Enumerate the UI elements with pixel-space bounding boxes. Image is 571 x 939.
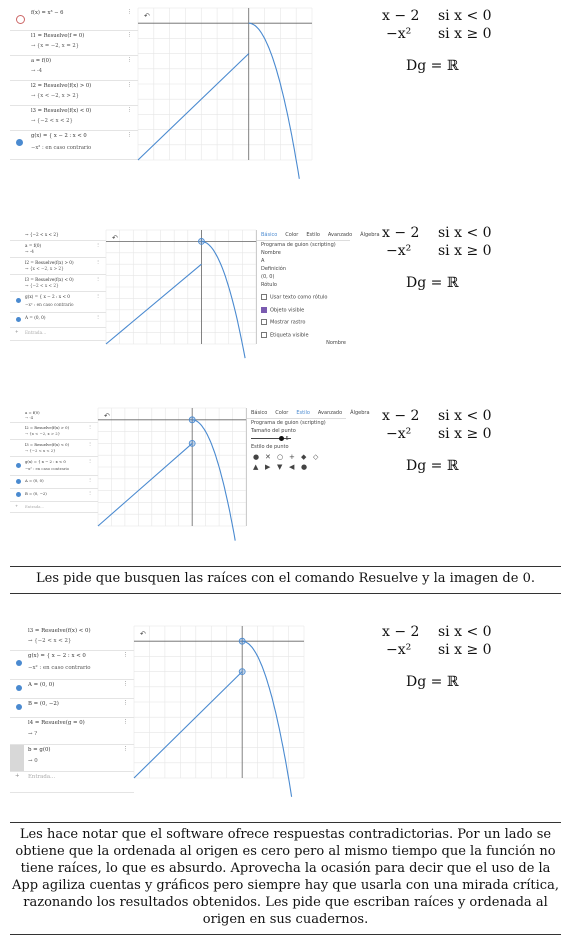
algebra-entry[interactable]: l3 = Resuelve(f(x) < 0) (31, 108, 92, 114)
properties-tabs (247, 408, 370, 419)
algebra-view (10, 230, 107, 344)
algebra-row[interactable] (10, 328, 106, 341)
row-menu-icon[interactable]: ⋮ (88, 424, 92, 429)
geogebra-screenshot-2 (10, 230, 380, 346)
algebra-result: → {x < −2, x > 2} (31, 93, 79, 99)
algebra-row[interactable] (10, 489, 98, 502)
case1-expr: x − 2 (382, 624, 420, 640)
case1-cond: si x < 0 (438, 225, 492, 241)
properties-tab[interactable]: Avanzado (317, 410, 343, 416)
checkbox-label: Etiqueta visible (270, 332, 309, 338)
row-menu-icon[interactable]: ⋮ (88, 490, 92, 495)
algebra-view (10, 408, 99, 526)
row-menu-icon[interactable]: ⋮ (122, 652, 128, 658)
undo-icon: ↶ (112, 234, 118, 242)
algebra-result: → ? (28, 731, 38, 737)
visibility-toggle-icon[interactable] (16, 139, 23, 146)
algebra-entry[interactable]: A = (0, 0) (28, 682, 55, 688)
point-style-option[interactable]: ◆ (301, 453, 307, 461)
algebra-entry[interactable]: l4 = Resuelve(g = 0) (28, 720, 85, 726)
point-style-option[interactable]: ✕ (265, 453, 271, 461)
algebra-row[interactable] (10, 230, 106, 241)
line-branch (98, 443, 192, 526)
domain-statement: Dg = ℝ (406, 275, 459, 291)
case1-cond: si x < 0 (438, 624, 492, 640)
piecewise-definition-2 (382, 225, 552, 305)
domain-statement: Dg = ℝ (406, 458, 459, 474)
algebra-result: → -4 (31, 68, 43, 74)
algebra-result: → {x < −2, x > 2} (25, 266, 64, 271)
algebra-view (10, 8, 139, 160)
algebra-row[interactable] (10, 258, 106, 275)
geogebra-screenshot-3 (10, 408, 370, 526)
line-branch (106, 264, 201, 344)
case2-expr: −x² (386, 243, 412, 259)
rule-bottom-1 (10, 593, 561, 594)
undo-icon: ↶ (144, 12, 150, 20)
algebra-entry[interactable]: l2 = Resuelve(f(x) > 0) (25, 425, 70, 430)
graphics-view (106, 230, 256, 344)
function-graph (98, 408, 246, 526)
algebra-row[interactable] (10, 292, 106, 313)
properties-tab[interactable]: Estilo (306, 232, 320, 238)
case1-cond: si x < 0 (438, 8, 492, 24)
parabola-branch (249, 23, 300, 179)
row-menu-icon[interactable]: ⋮ (126, 57, 132, 63)
algebra-result: → -4 (25, 249, 34, 254)
parabola-branch (242, 641, 291, 797)
visibility-toggle-icon[interactable] (16, 463, 21, 468)
algebra-row[interactable] (10, 423, 98, 440)
algebra-result: −x² : en caso contrario (28, 665, 91, 671)
property-text: Rótulo (261, 282, 277, 288)
algebra-row[interactable] (10, 457, 98, 476)
rule-top-2 (10, 822, 561, 823)
algebra-row[interactable] (10, 8, 138, 31)
visibility-toggle-icon[interactable] (16, 704, 22, 710)
row-menu-icon[interactable]: ⋮ (88, 477, 92, 482)
algebra-result: → {−2 < x < 2} (25, 283, 59, 288)
properties-tab[interactable]: Álgebra (360, 232, 380, 238)
algebra-row[interactable] (10, 680, 134, 699)
visibility-toggle-icon[interactable] (16, 15, 25, 24)
property-text: Tamaño del punto (251, 428, 296, 434)
case2-cond: si x ≥ 0 (438, 243, 492, 259)
algebra-entry[interactable]: a = f(0) (31, 58, 52, 64)
algebra-row[interactable] (10, 651, 134, 680)
case1-expr: x − 2 (382, 8, 420, 24)
algebra-result: → {−2 < x < 2} (31, 118, 73, 124)
point-size-value: 5 (285, 436, 289, 442)
algebra-result: −x² : en caso contrario (31, 145, 92, 151)
case2-cond: si x ≥ 0 (438, 642, 492, 658)
algebra-row[interactable] (10, 106, 138, 131)
graph-point (189, 440, 195, 446)
point-style-option[interactable]: ● (253, 453, 260, 461)
algebra-entry[interactable]: f(x) = x³ − 6 (31, 10, 64, 16)
caption-resuelve: Les pide que busquen las raíces con el comando Resuelve y la imagen de 0. (36, 571, 535, 586)
algebra-row[interactable] (10, 772, 134, 793)
graph-point (239, 638, 245, 644)
property-text: A (261, 258, 265, 264)
algebra-row[interactable] (10, 502, 98, 513)
add-input-icon[interactable]: + (15, 773, 20, 779)
row-menu-icon[interactable]: ⋮ (95, 314, 100, 319)
row-menu-icon[interactable]: ⋮ (122, 746, 128, 752)
algebra-view (10, 626, 135, 778)
parabola-branch (192, 420, 235, 541)
algebra-entry[interactable]: l3 = Resuelve(f(x) < 0) (25, 442, 70, 447)
algebra-entry[interactable]: g(x) = { x − 2 : x < 0 (25, 459, 66, 464)
point-style-option[interactable]: ▶ (265, 463, 271, 471)
algebra-row[interactable] (10, 626, 134, 651)
geogebra-screenshot-1 (10, 8, 312, 160)
algebra-row[interactable] (10, 31, 138, 56)
graph-point (189, 417, 195, 423)
properties-tab[interactable]: Color (275, 410, 289, 416)
algebra-row[interactable] (10, 440, 98, 457)
algebra-row[interactable] (10, 241, 106, 258)
algebra-entry[interactable]: l3 = Resuelve(f(x) < 0) (25, 277, 74, 282)
row-menu-icon[interactable]: ⋮ (122, 700, 128, 706)
algebra-entry[interactable]: A = (0, 0) (25, 315, 46, 320)
checkbox-label: Mostrar rastro (270, 319, 306, 326)
property-checkbox-row[interactable] (257, 306, 350, 315)
point-style-option[interactable]: ◇ (313, 453, 319, 461)
row-menu-icon[interactable]: ⋮ (126, 9, 132, 15)
geogebra-screenshot-4 (10, 626, 304, 778)
algebra-entry[interactable]: B = (0, −2) (28, 701, 59, 707)
checkbox[interactable] (261, 307, 267, 313)
properties-tabs (257, 230, 380, 241)
point-style-option[interactable]: + (289, 453, 295, 461)
add-input-icon[interactable]: + (15, 503, 19, 508)
algebra-entry[interactable]: → {−2 < x < 2} (25, 232, 59, 237)
case1-expr: x − 2 (382, 408, 420, 424)
algebra-row[interactable] (10, 313, 106, 328)
algebra-entry[interactable]: A = (0, 0) (25, 478, 44, 483)
row-menu-icon[interactable]: ⋮ (126, 132, 132, 138)
function-graph (134, 626, 304, 778)
domain-statement: Dg = ℝ (406, 58, 459, 74)
algebra-row[interactable] (10, 81, 138, 106)
row-selected-gutter (10, 745, 24, 771)
algebra-row[interactable] (10, 745, 134, 772)
case2-expr: −x² (386, 426, 412, 442)
point-style-option[interactable]: ● (301, 463, 308, 471)
checkbox-label: Usar texto como rótulo (270, 294, 328, 301)
row-menu-icon[interactable]: ⋮ (122, 681, 128, 687)
properties-panel (246, 408, 370, 526)
checkbox-label: Objeto visible (270, 307, 305, 313)
rotulo-select[interactable]: Nombre (326, 340, 346, 346)
algebra-entry[interactable]: Entrada... (28, 774, 56, 780)
algebra-entry[interactable]: g(x) = { x − 2 : x < 0 (31, 133, 87, 139)
algebra-result: −x² : en caso contrario (25, 466, 70, 471)
properties-tab[interactable]: Avanzado (327, 232, 353, 238)
algebra-result: → 0 (28, 758, 38, 764)
visibility-toggle-icon[interactable] (16, 660, 22, 666)
algebra-result: → {x < −2, x > 2} (25, 431, 61, 436)
algebra-entry[interactable]: l1 = Resuelve(f = 0) (31, 33, 85, 39)
visibility-toggle-icon[interactable] (16, 685, 22, 691)
algebra-row[interactable] (10, 275, 106, 292)
visibility-toggle-icon[interactable] (16, 492, 21, 497)
properties-tab[interactable]: Básico (251, 410, 268, 416)
properties-tab[interactable]: Básico (261, 232, 278, 238)
algebra-row[interactable] (10, 408, 98, 423)
piecewise-definition-1 (382, 8, 552, 88)
algebra-entry[interactable]: l2 = Resuelve(f(x) > 0) (31, 83, 92, 89)
row-menu-icon[interactable]: ⋮ (88, 458, 92, 463)
algebra-result: → {−2 < x < 2} (28, 638, 72, 644)
properties-tab[interactable]: Color (285, 232, 299, 238)
algebra-entry[interactable]: l2 = Resuelve(f(x) > 0) (25, 260, 74, 265)
graphics-view (134, 626, 304, 778)
function-graph (106, 230, 256, 344)
line-branch (138, 54, 249, 160)
point-style-option[interactable]: ○ (277, 453, 284, 461)
row-menu-icon[interactable]: ⋮ (95, 259, 100, 264)
point-style-option[interactable]: ▼ (277, 463, 283, 471)
algebra-entry[interactable]: Entrada... (25, 504, 45, 509)
algebra-entry[interactable]: Entrada... (25, 330, 47, 335)
property-text: Programa de guion (scripting) (261, 242, 336, 248)
undo-icon: ↶ (140, 630, 146, 638)
row-menu-icon[interactable]: ⋮ (126, 32, 132, 38)
algebra-entry[interactable]: B = (0, −2) (25, 491, 47, 496)
row-menu-icon[interactable]: ⋮ (126, 82, 132, 88)
domain-statement: Dg = ℝ (406, 674, 459, 690)
property-checkbox-row[interactable] (257, 318, 350, 327)
case2-expr: −x² (386, 26, 412, 42)
graph-point (198, 238, 204, 244)
point-size-slider[interactable] (247, 435, 346, 443)
algebra-result: → {−2 < x < 2} (25, 448, 56, 453)
algebra-row[interactable] (10, 56, 138, 81)
graph-point (239, 669, 245, 675)
properties-panel (256, 230, 380, 346)
row-menu-icon[interactable]: ⋮ (122, 719, 128, 725)
visibility-toggle-icon[interactable] (16, 317, 21, 322)
algebra-entry[interactable]: a = f(0) (25, 410, 40, 415)
algebra-row[interactable] (10, 699, 134, 718)
caption-analysis: Les hace notar que el software ofrece respuestas contradictorias. Por un lado se obtiene que la ordenada al origen es cero pero al mismo tiempo que la función no tiene raíces, lo que es absurdo. Aprovecha la ocasión para decir que el uso de la App agiliza cuentas y gráficos pero siempre hay que usarla con una mirada crítica, razonando los resultados obtenidos. Les pide que escriban raíces y ordenada al origen en sus cuadernos. (12, 827, 559, 927)
algebra-row[interactable] (10, 718, 134, 745)
algebra-row[interactable] (10, 476, 98, 489)
row-menu-icon[interactable]: ⋮ (88, 441, 92, 446)
piecewise-definition-3 (382, 408, 552, 488)
rule-top-1 (10, 566, 561, 567)
property-checkbox-row[interactable] (257, 293, 350, 302)
parabola-branch (202, 241, 246, 358)
point-style-grid (247, 451, 346, 473)
algebra-result: −x² : en caso contrario (25, 302, 74, 307)
row-menu-icon[interactable]: ⋮ (95, 242, 100, 247)
algebra-result: → -4 (25, 415, 34, 420)
case1-cond: si x < 0 (438, 408, 492, 424)
row-menu-icon[interactable]: ⋮ (95, 293, 100, 298)
function-graph (138, 8, 312, 160)
row-menu-icon[interactable]: ⋮ (95, 276, 100, 281)
rule-bottom-2 (10, 934, 561, 935)
checkbox[interactable] (261, 332, 267, 338)
algebra-entry[interactable]: g(x) = { x − 2 : x < 0 (28, 653, 86, 659)
row-menu-icon[interactable]: ⋮ (126, 107, 132, 113)
undo-icon: ↶ (104, 412, 110, 420)
add-input-icon[interactable]: + (15, 329, 19, 334)
property-text: Nombre (261, 250, 281, 256)
property-text: (0, 0) (261, 274, 275, 280)
algebra-entry[interactable]: g(x) = { x − 2 : x < 0 (25, 294, 70, 299)
property-text: Definición (261, 266, 286, 272)
algebra-result: → {x = −2, x = 2} (31, 43, 79, 49)
properties-tab[interactable]: Álgebra (350, 410, 370, 416)
line-branch (134, 672, 242, 778)
visibility-toggle-icon[interactable] (16, 479, 21, 484)
algebra-entry[interactable]: l3 = Resuelve(f(x) < 0) (28, 628, 91, 634)
property-text: Programa de guion (scripting) (251, 420, 326, 426)
point-style-option[interactable]: ▲ (253, 463, 259, 471)
case1-expr: x − 2 (382, 225, 420, 241)
case2-expr: −x² (386, 642, 412, 658)
point-style-option[interactable]: ◀ (289, 463, 295, 471)
piecewise-definition-4 (382, 624, 552, 704)
checkbox[interactable] (261, 294, 267, 300)
property-checkbox-row[interactable] (257, 331, 350, 340)
properties-tab[interactable]: Estilo (296, 410, 310, 416)
graphics-view (98, 408, 246, 526)
graphics-view (138, 8, 312, 160)
algebra-row[interactable] (10, 131, 138, 160)
checkbox[interactable] (261, 319, 267, 325)
property-text: Estilo de punto (251, 444, 289, 450)
algebra-entry[interactable]: b = g(0) (28, 747, 51, 753)
visibility-toggle-icon[interactable] (16, 298, 21, 303)
algebra-entry[interactable]: a = f(0) (25, 243, 42, 248)
case2-cond: si x ≥ 0 (438, 26, 492, 42)
case2-cond: si x ≥ 0 (438, 426, 492, 442)
